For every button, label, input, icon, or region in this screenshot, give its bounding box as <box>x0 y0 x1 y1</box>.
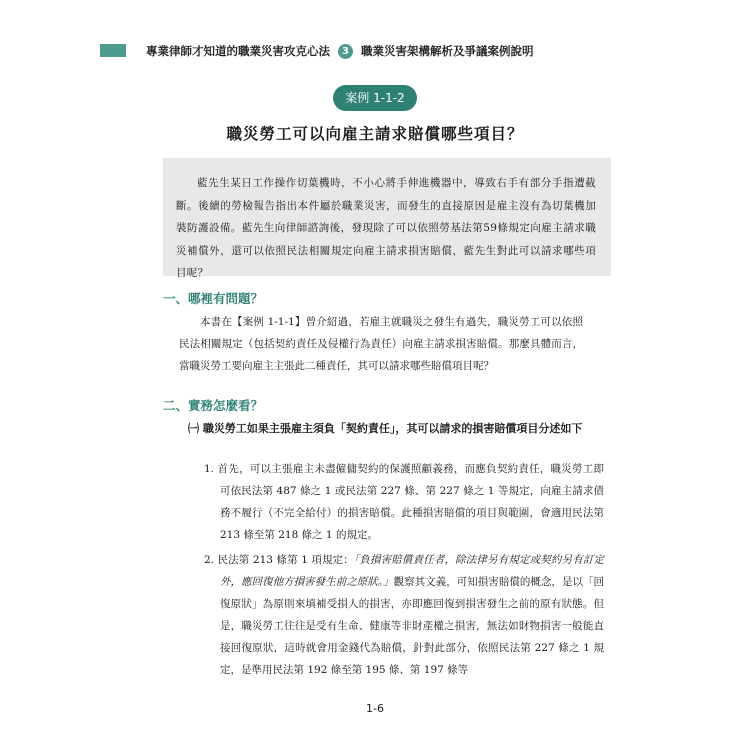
section-paragraph-problem: 本書在【案例 1-1-1】曾介紹過，若雇主就職災之發生有過失，職災勞工可以依照民法相關規定（包括契約責任及侵權行為責任）向雇主請求損害賠償。那麼具體而言，當職災勞工要向雇主主張此二種責任，其可以請求哪些賠償項目呢？ <box>179 316 583 372</box>
book-title: 專業律師才知道的職業災害攻克心法 <box>146 44 330 58</box>
page-title: 職災勞工可以向雇主請求賠償哪些項目？ <box>226 124 524 143</box>
section-heading-practice: 二、實務怎麼看？ <box>163 398 264 413</box>
section-heading-problem: 一、哪裡有問題？ <box>163 291 264 306</box>
page-number: 1-6 <box>366 702 384 715</box>
list-item-2 <box>204 549 604 681</box>
running-header <box>146 42 534 60</box>
scenario-text: 藍先生某日工作操作切葉機時，不小心將手伸進機器中，導致右手有部分手指遭截斷。後續的勞檢報告指出本件屬於職業災害，而發生的直接原因是雇主沒有為切葉機加裝防護設備。藍先生向律師諮詢後，發現除了可以依照勞基法第59條規定向雇主請求職災補償外，還可以依照民法相關規定向雇主請求損害賠償，藍先生對此可以請求哪些項目呢？ <box>176 177 596 279</box>
list-item-2-rest: 觀察其文義，可知損害賠償的概念，是以「回復原狀」為原則來填補受損人的損害，亦即應回復到損害發生之前的原有狀態。但是，職災勞工往往是受有生命、健康等非財產權之損害，無法如財物損害一般能直接回復原狀，這時就會用金錢代為賠償，針對此部分，依照民法第 227 條之 1 規定，是準用民法第 192 條至第 195 條、第 197 條等 <box>220 576 605 676</box>
subheading-contract-liability: ㈠ 職災勞工如果主張雇主須負「契約責任」，其可以請求的損害賠償項目分述如下 <box>188 422 583 435</box>
list-item-1: 1. 首先，可以主張雇主未盡僱傭契約的保護照顧義務，而應負契約責任，職災勞工即可依民法第 487 條之 1 或民法第 227 條、第 227 條之 1 等規定，向雇主請求債務不履行（不完全給付）的損害賠償。此種損害賠償的項目與範圍，會適用民法第 213 條至第 218 條之 1 的規定。 <box>204 463 604 541</box>
statute-quote: 「負損害賠償責任者，除法律另有規定或契約另有訂定外，應回復他方損害發生前之原狀。」 <box>220 554 605 588</box>
case-label-badge: 案例 1-1-2 <box>333 85 417 111</box>
header-accent-bar <box>100 44 126 57</box>
volume-number-badge: 3 <box>338 44 353 59</box>
list-item-2-prefix: 2. 民法第 213 條第 1 項規定： <box>204 554 354 566</box>
chapter-title: 職業災害架構解析及爭議案例說明 <box>361 44 534 58</box>
